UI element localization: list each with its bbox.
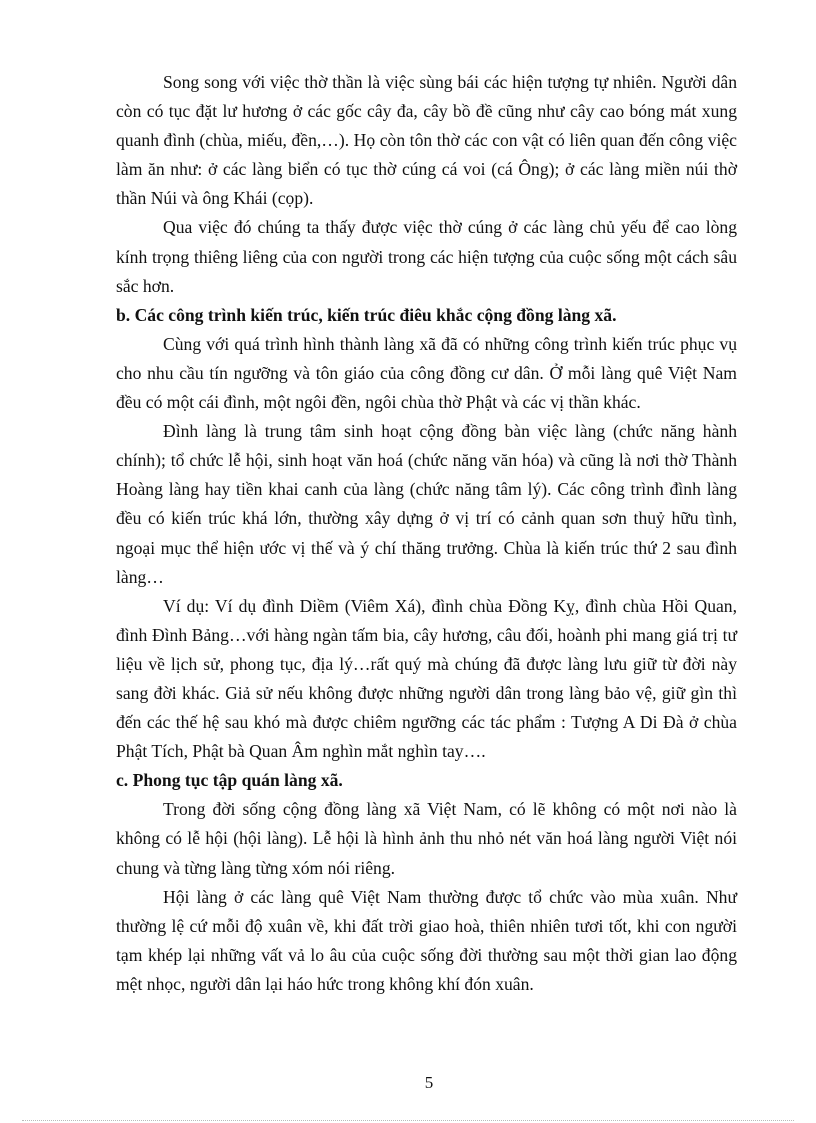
paragraph-architecture-intro: Cùng với quá trình hình thành làng xã đã có những công trình kiến trúc phục vụ cho nhu cầu tín ngưỡng và tôn giáo của công đồng cư dân. Ở mỗi làng quê Việt Nam đều có một cái đình, một ngôi đền, ngôi chùa thờ Phật và các vị thần khác. bbox=[116, 333, 737, 413]
paragraph-nature-worship: Song song với việc thờ thần là việc sùng bái các hiện tượng tự nhiên. Người dân còn có tục đặt lư hương ở các gốc cây đa, cây bồ đề cũng như cây cao bóng mát xung quanh đình (chùa, miếu, đền,…). Họ còn tôn thờ các con vật có liên quan đến công việc làm ăn như: ở các làng biển có tục thờ cúng cá voi (cá Ông); ở các làng miền núi thờ thần Núi và ông Khái (cọp). bbox=[116, 72, 737, 209]
page-number: 5 bbox=[424, 1073, 434, 1092]
section-heading-c: c. Phong tục tập quán làng xã. bbox=[116, 770, 343, 791]
page-bottom-divider bbox=[22, 1120, 794, 1121]
page-body bbox=[116, 68, 737, 999]
paragraph-communal-house: Đình làng là trung tâm sinh hoạt cộng đồng bàn việc làng (chức năng hành chính); tổ chức lễ hội, sinh hoạt văn hoá (chức năng văn hóa) và cũng là nơi thờ Thành Hoàng làng hay tiền khai canh của làng (chức năng tâm lý). Các công trình đình làng đều có kiến trúc khá lớn, thường xây dựng ở vị trí có cảnh quan sơn thuỷ hữu tình, ngoại mục thể hiện ước vị thế và ý chí thăng trưởng. Chùa là kiến trúc thứ 2 sau đình làng… bbox=[116, 421, 737, 587]
section-heading-b: b. Các công trình kiến trúc, kiến trúc điêu khắc cộng đồng làng xã. bbox=[116, 304, 617, 325]
paragraph-spring-festivals: Hội làng ở các làng quê Việt Nam thường được tổ chức vào mùa xuân. Như thường lệ cứ mỗi độ xuân về, khi đất trời giao hoà, thiên nhiên tươi tốt, khi con người tạm khép lại những vất vả lo âu của cuộc sống đời thường sau một thời gian lao động mệt nhọc, người dân lại háo hức trong không khí đón xuân. bbox=[116, 886, 737, 994]
paragraph-festivals: Trong đời sống cộng đồng làng xã Việt Nam, có lẽ không có một nơi nào là không có lễ hội (hội làng). Lễ hội là hình ảnh thu nhỏ nét văn hoá làng người Việt nói chung và từng làng từng xóm nói riêng. bbox=[116, 799, 737, 878]
paragraph-worship-conclusion: Qua việc đó chúng ta thấy được việc thờ cúng ở các làng chủ yếu để cao lòng kính trọng thiêng liêng của con người trong các hiện tượng của cuộc sống một cách sâu sắc hơn. bbox=[116, 217, 737, 296]
paragraph-examples: Ví dụ: Ví dụ đình Diềm (Viêm Xá), đình chùa Đồng Kỵ, đình chùa Hồi Quan, đình Đình Bảng…với hàng ngàn tấm bia, cây hương, câu đối, hoành phi mang giá trị tư liệu về lịch sử, phong tục, địa lý…rất quý mà chúng đã được làng lưu giữ từ đời này sang đời khác. Giả sử nếu không được những người dân trong làng bảo vệ, giữ gìn thì đến các thế hệ sau khó mà được chiêm ngưỡng các tác phẩm : Tượng A Di Đà ở chùa Phật Tích, Phật bà Quan Âm nghìn mắt nghìn tay…. bbox=[116, 595, 737, 762]
